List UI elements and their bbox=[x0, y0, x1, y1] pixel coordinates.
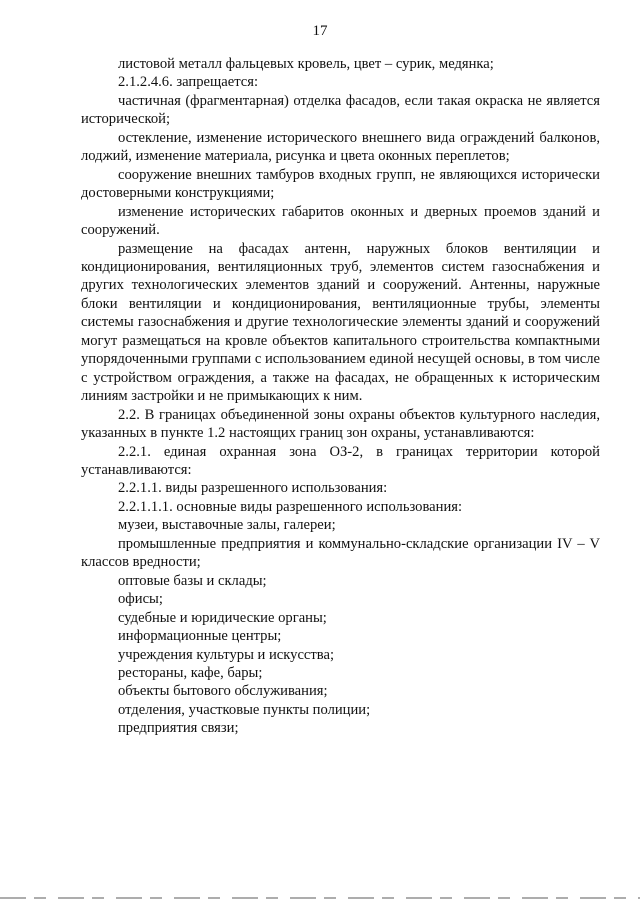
paragraph: учреждения культуры и искусства; bbox=[118, 646, 335, 663]
page-number: 17 bbox=[312, 23, 328, 39]
paragraph: 2.2. В границах объединенной зоны охраны объектов культурного наследия, указанных в пункте 1.2 настоящих границ зон охраны, устанавливаются: bbox=[81, 406, 600, 442]
paragraph: музеи, выставочные залы, галереи; bbox=[118, 517, 336, 534]
paragraph: размещение на фасадах антенн, наружных блоков вентиляции и кондиционирования, вентиляционных труб, элементов систем газоснабжения и других технологических элементов зданий и сооружений. Антенны, наружные блоки вентиляции и кондиционирования, вентиляционные трубы, элементы системы газоснабжения и другие технологические элементы зданий и сооружений могут размещаться на кровле объектов капитального строительства компактными упорядоченными группами с использованием единой несущей основы, в том числе с устройством ограждения, а также на фасадах, не обращенных к историческим линиям застройки и не примыкающих к ним. bbox=[81, 240, 601, 405]
paragraph: рестораны, кафе, бары; bbox=[118, 664, 263, 681]
document-body bbox=[81, 55, 600, 738]
paragraph: листовой металл фальцевых кровель, цвет – сурик, медянка; bbox=[118, 56, 494, 72]
paragraph: 2.1.2.4.6. запрещается: bbox=[118, 74, 259, 91]
paragraph: остекление, изменение исторического внешнего вида ограждений балконов, лоджий, изменение материала, рисунка и цвета оконных переплетов; bbox=[81, 129, 600, 165]
paragraph: судебные и юридические органы; bbox=[118, 609, 327, 626]
paragraph: 2.2.1.1.1. основные виды разрешенного использования: bbox=[118, 498, 463, 515]
paragraph: 2.2.1. единая охранная зона ОЗ-2, в границах территории которой устанавливаются: bbox=[81, 443, 600, 478]
paragraph: оптовые базы и склады; bbox=[118, 572, 267, 589]
paragraph: частичная (фрагментарная) отделка фасадов, если такая окраска не является исторической; bbox=[81, 92, 600, 128]
paragraph: изменение исторических габаритов оконных и дверных проемов зданий и сооружений. bbox=[81, 203, 600, 239]
paragraph: сооружение внешних тамбуров входных групп, не являющихся исторически достоверными конструкциями; bbox=[81, 166, 600, 202]
paragraph: объекты бытового обслуживания; bbox=[118, 683, 328, 700]
paragraph: отделения, участковые пункты полиции; bbox=[118, 701, 371, 718]
paragraph: офисы; bbox=[118, 591, 163, 608]
paragraph: предприятия связи; bbox=[118, 720, 239, 737]
paragraph: информационные центры; bbox=[118, 628, 282, 645]
scan-edge-artifact bbox=[0, 897, 640, 899]
paragraph: промышленные предприятия и коммунально-складские организации IV – V классов вредности; bbox=[81, 535, 600, 571]
paragraph: 2.2.1.1. виды разрешенного использования: bbox=[118, 480, 388, 497]
